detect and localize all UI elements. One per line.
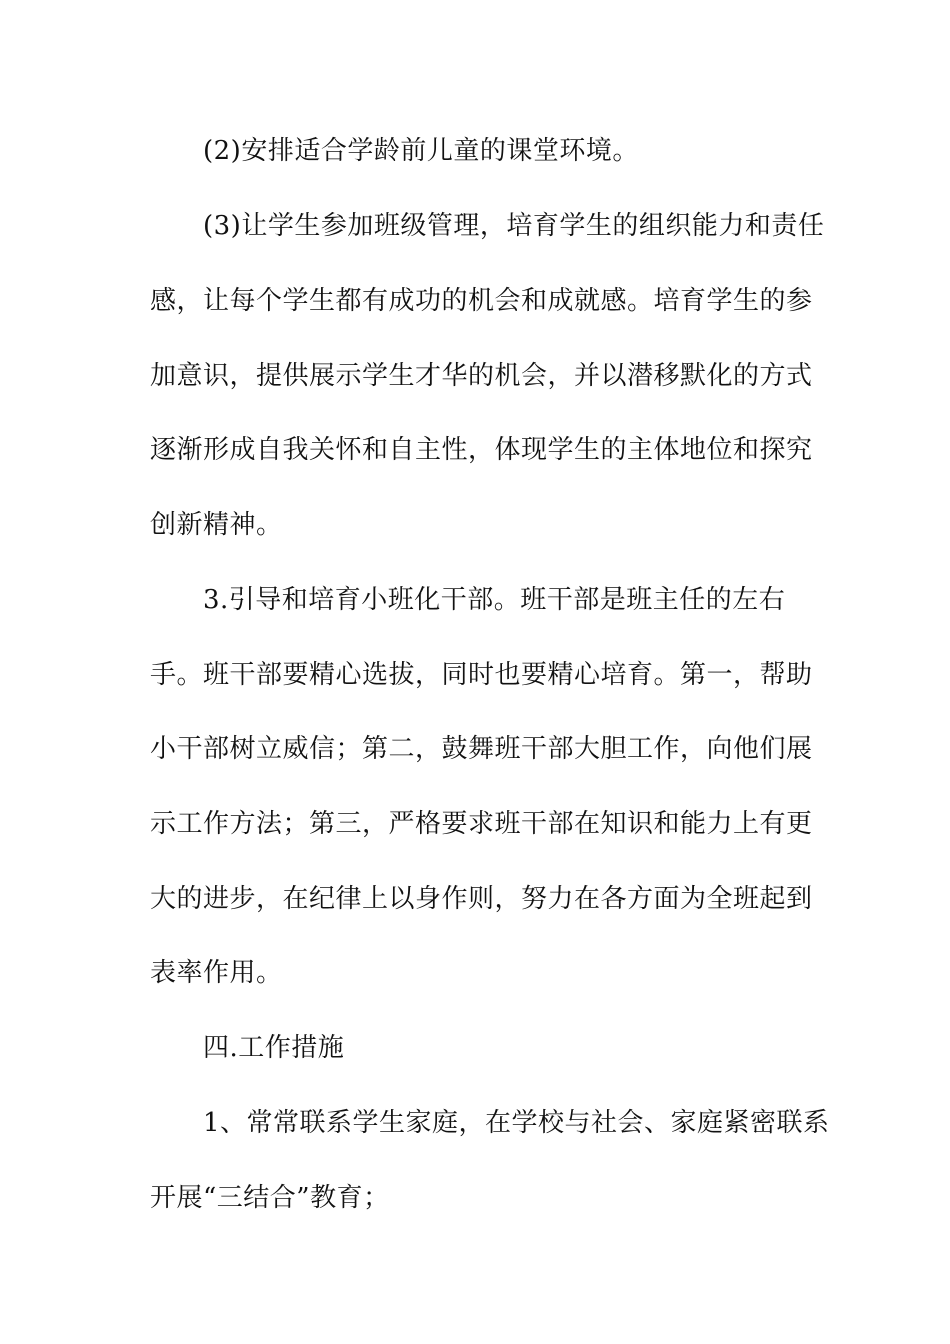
paragraph-line: 开展“三结合”教育； [150,1183,390,1213]
paragraph-line: 加意识，提供展示学生才华的机会，并以潜移默化的方式 [150,361,813,391]
paragraph-line: 大的进步，在纪律上以身作则，努力在各方面为全班起到 [150,884,813,914]
paragraph-line: (3)让学生参加班级管理，培育学生的组织能力和责任 [203,211,825,241]
paragraph-line: 手。班干部要精心选拔，同时也要精心培育。第一，帮助 [150,660,813,690]
paragraph-line: (2)安排适合学龄前儿童的课堂环境。 [203,136,639,166]
paragraph-line: 3.引导和培育小班化干部。班干部是班主任的左右 [203,585,786,615]
paragraph-line: 小干部树立威信；第二，鼓舞班干部大胆工作，向他们展 [150,734,813,764]
paragraph-line: 表率作用。 [150,958,283,988]
paragraph-line: 1、常常联系学生家庭，在学校与社会、家庭紧密联系 [203,1108,830,1138]
paragraph-line: 感，让每个学生都有成功的机会和成就感。培育学生的参 [150,286,813,316]
paragraph-line: 逐渐形成自我关怀和自主性，体现学生的主体地位和探究 [150,435,813,465]
section-heading: 四.工作措施 [203,1033,345,1063]
paragraph-line: 创新精神。 [150,510,283,540]
paragraph-line: 示工作方法；第三，严格要求班干部在知识和能力上有更 [150,809,813,839]
